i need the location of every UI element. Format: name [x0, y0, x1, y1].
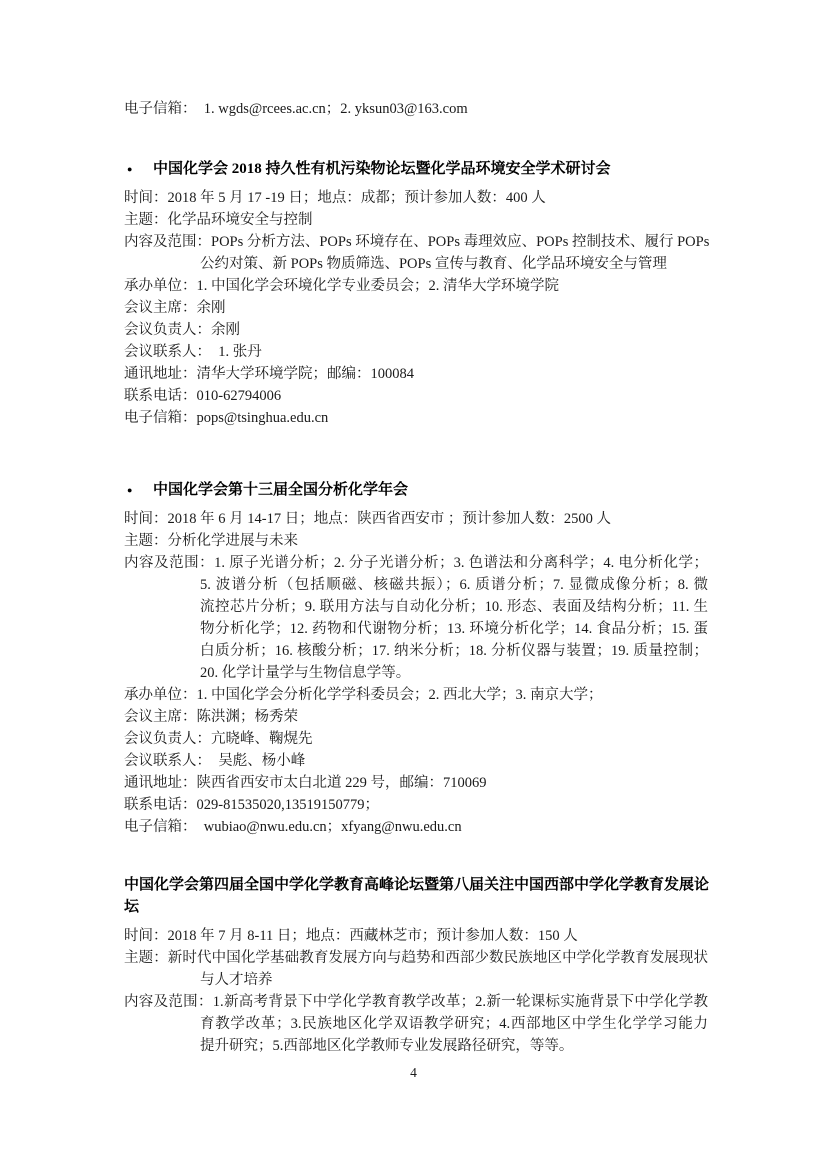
bullet-icon: ●	[127, 164, 133, 174]
orphan-email-line: 电子信箱： 1. wgds@rcees.ac.cn；2. yksun03@163.com	[124, 101, 468, 117]
field-line: 与人才培养	[200, 972, 273, 988]
document-content	[124, 98, 708, 1057]
field-line: 会议主席：余刚	[124, 300, 226, 316]
section-title-line: 坛	[124, 899, 140, 915]
field-line: 会议联系人： 吴彪、杨小峰	[124, 753, 306, 769]
field-line: 主题：新时代中国化学基础教育发展方向与趋势和西部少数民族地区中学化学教育发展现状	[124, 950, 708, 966]
section-title	[124, 158, 708, 180]
conference-list	[124, 158, 708, 1057]
field-line: 物分析化学；12. 药物和代谢物分析；13. 环境分析化学；14. 食品分析；15. 蛋	[200, 621, 708, 637]
field-line: 育教学改革；3.民族地区化学双语教学研究；4.西部地区中学生化学学习能力	[200, 1016, 708, 1032]
field-line: 内容及范围：POPs 分析方法、POPs 环境存在、POPs 毒理效应、POPs 控制技术、履行 POPs	[124, 234, 710, 250]
field-line: 主题：分析化学进展与未来	[124, 533, 298, 549]
field-line: 时间：2018 年 5 月 17 -19 日；地点：成都；预计参加人数：400 人	[124, 190, 546, 206]
field-line: 5. 波谱分析（包括顺磁、核磁共振）；6. 质谱分析；7. 显微成像分析；8. 微	[200, 577, 708, 593]
field-line: 联系电话：029-81535020,13519150779；	[124, 797, 379, 813]
field-line: 联系电话：010-62794006	[124, 388, 282, 404]
field-line: 通讯地址：陕西省西安市太白北道 229 号，邮编：710069	[124, 775, 487, 791]
conference-section	[124, 479, 708, 838]
field-line: 电子信箱： wubiao@nwu.edu.cn；xfyang@nwu.edu.cn	[124, 819, 462, 835]
section-title	[124, 479, 708, 501]
field-line: 会议主席：陈洪渊；杨秀荣	[124, 709, 298, 725]
field-line: 会议负责人：余刚	[124, 322, 240, 338]
section-title-line: 中国化学会第四届全国中学化学教育高峰论坛暨第八届关注中国西部中学化学教育发展论	[124, 877, 710, 893]
field-line: 20. 化学计量学与生物信息学等。	[200, 665, 411, 681]
field-line: 提升研究；5.西部地区化学教师专业发展路径研究，等等。	[200, 1038, 574, 1054]
section-title	[124, 874, 708, 918]
field-line: 白质分析；16. 核酸分析；17. 纳米分析；18. 分析仪器与装置；19. 质量控制；	[200, 643, 708, 659]
bullet-icon: ●	[127, 485, 133, 495]
field-line: 会议联系人： 1. 张丹	[124, 344, 262, 360]
section-title-line: 中国化学会 2018 持久性有机污染物论坛暨化学品环境安全学术研讨会	[153, 161, 611, 177]
conference-section	[124, 158, 708, 429]
field-line: 承办单位：1. 中国化学会环境化学专业委员会；2. 清华大学环境学院	[124, 278, 559, 294]
page-number: 4	[410, 1065, 417, 1080]
field-line: 流控芯片分析；9. 联用方法与自动化分析；10. 形态、表面及结构分析；11. 生	[200, 599, 708, 615]
field-line: 主题：化学品环境安全与控制	[124, 212, 313, 228]
field-line: 承办单位：1. 中国化学会分析化学学科委员会；2. 西北大学；3. 南京大学；	[124, 687, 603, 703]
field-line: 会议负责人：亢晓峰、鞠熀先	[124, 731, 313, 747]
field-line: 内容及范围：1. 原子光谱分析；2. 分子光谱分析；3. 色谱法和分离科学；4. 电分析化学；	[124, 555, 708, 571]
field-line: 时间：2018 年 7 月 8-11 日；地点：西藏林芝市；预计参加人数：150 人	[124, 928, 578, 944]
field-line: 通讯地址：清华大学环境学院；邮编：100084	[124, 366, 414, 382]
field-line: 内容及范围：1.新高考背景下中学化学教育教学改革；2.新一轮课标实施背景下中学化学教	[124, 994, 708, 1010]
section-title-line: 中国化学会第十三届全国分析化学年会	[153, 482, 409, 498]
conference-section	[124, 874, 708, 1057]
field-line: 公约对策、新 POPs 物质筛选、POPs 宣传与教育、化学品环境安全与管理	[200, 256, 667, 272]
field-line: 电子信箱：pops@tsinghua.edu.cn	[124, 410, 329, 426]
field-line: 时间：2018 年 6 月 14-17 日；地点：陕西省西安市 ；预计参加人数：2500 人	[124, 511, 611, 527]
